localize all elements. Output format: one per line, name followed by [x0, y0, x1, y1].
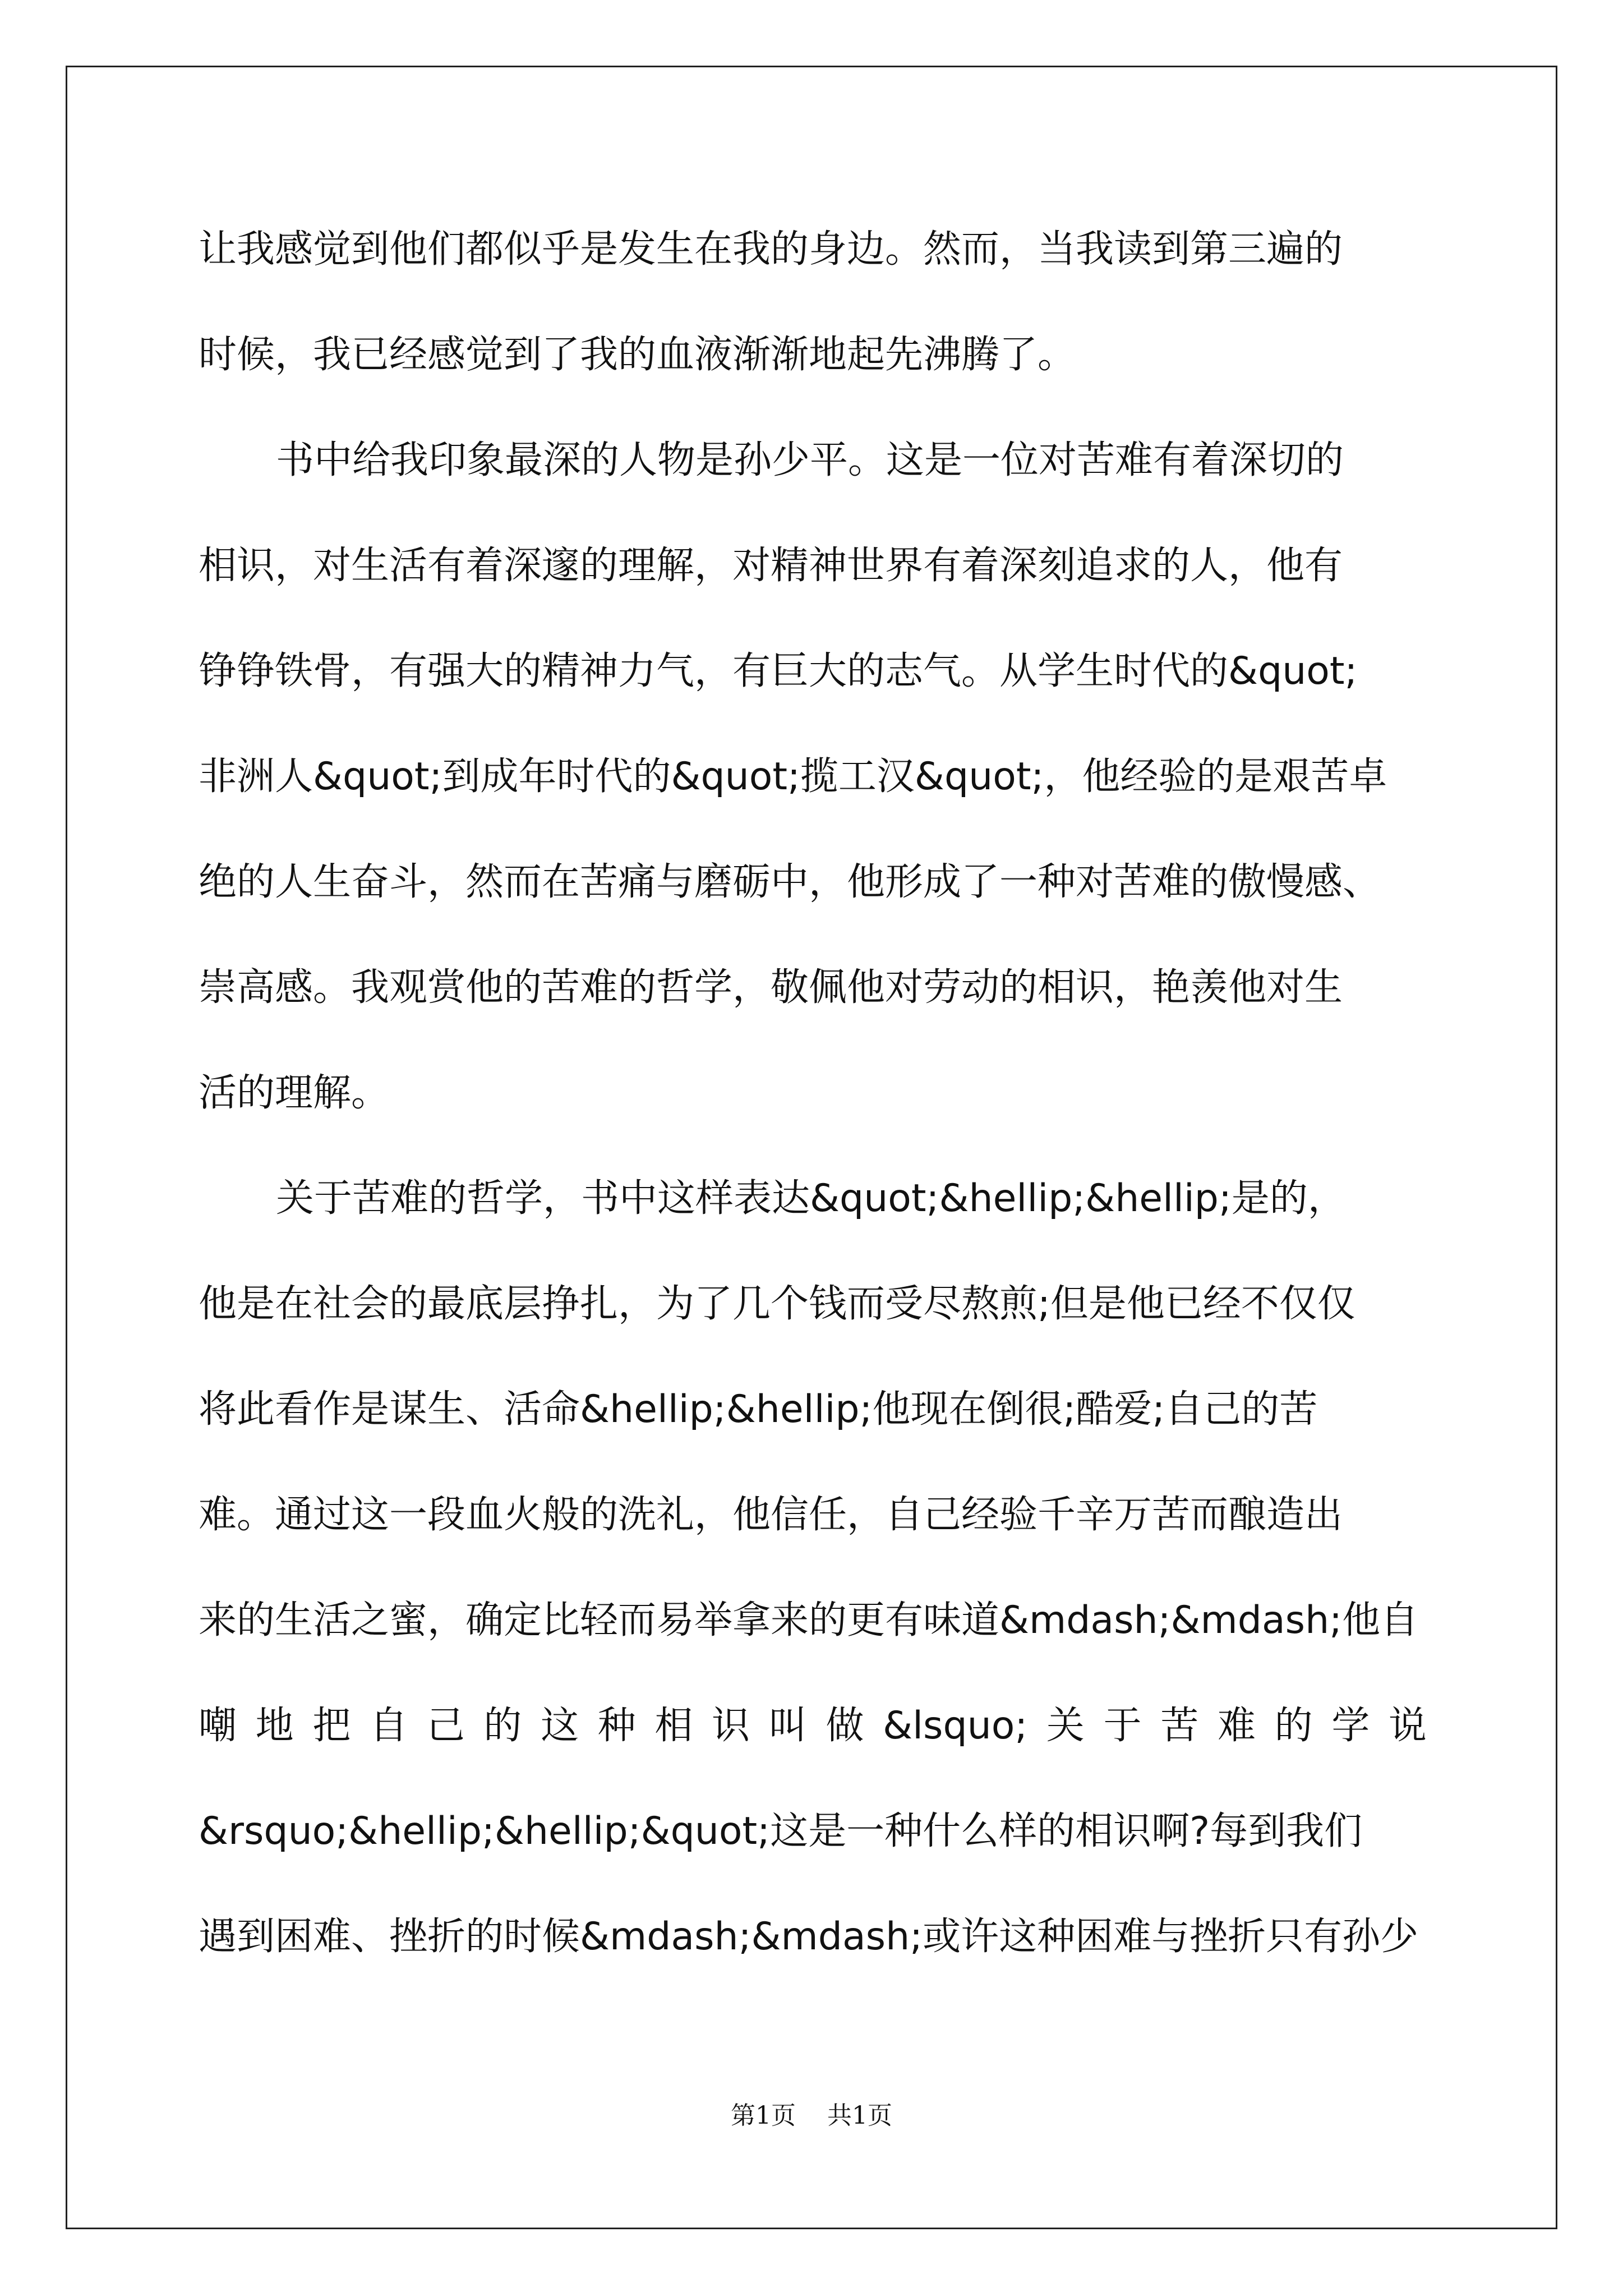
text-line: 时候，我已经感觉到了我的血液渐渐地起先沸腾了。 — [199, 333, 1076, 377]
paragraph-start-line: 书中给我印象最深的人物是孙少平。这是一位对苦难有着深切的 — [276, 438, 1344, 482]
text-line: 绝的人生奋斗，然而在苦痛与磨砺中，他形成了一种对苦难的傲慢感、 — [199, 860, 1381, 904]
text-line: 嘲地把自己的这种相识叫做&lsquo;关于苦难的学说 — [199, 1704, 1427, 1748]
page-footer — [0, 2095, 1623, 2131]
text-line: 非洲人&quot;到成年时代的&quot;揽工汉&quot;，他经验的是艰苦卓 — [199, 754, 1387, 799]
text-line: &rsquo;&hellip;&hellip;&quot;这是一种什么样的相识啊?每到我们 — [199, 1809, 1363, 1853]
text-line: 来的生活之蜜，确定比轻而易举拿来的更有味道&mdash;&mdash;他自 — [199, 1598, 1419, 1642]
text-line: 让我感觉到他们都似乎是发生在我的身边。然而，当我读到第三遍的 — [199, 227, 1343, 272]
paragraph-start-line: 关于苦难的哲学，书中这样表达&quot;&hellip;&hellip;是的， — [276, 1176, 1346, 1221]
text-line: 铮铮铁骨，有强大的精神力气，有巨大的志气。从学生时代的&quot; — [199, 649, 1358, 693]
text-line: 他是在社会的最底层挣扎，为了几个钱而受尽熬煎;但是他已经不仅仅 — [199, 1282, 1355, 1326]
page-number: 第1页 — [731, 2101, 796, 2130]
document-body — [199, 210, 1427, 2003]
text-line: 难。通过这一段血火般的洗礼，他信任，自己经验千辛万苦而酿造出 — [199, 1493, 1343, 1537]
text-line: 活的理解。 — [199, 1071, 390, 1115]
page-total: 共1页 — [827, 2101, 892, 2130]
text-line: 遇到困难、挫折的时候&mdash;&mdash;或许这种困难与挫折只有孙少 — [199, 1915, 1419, 1959]
text-line: 相识，对生活有着深邃的理解，对精神世界有着深刻追求的人，他有 — [199, 544, 1343, 588]
text-line: 将此看作是谋生、活命&hellip;&hellip;他现在倒很;酷爱;自己的苦 — [199, 1387, 1318, 1432]
text-line: 崇高感。我观赏他的苦难的哲学，敬佩他对劳动的相识，艳羡他对生 — [199, 965, 1343, 1010]
